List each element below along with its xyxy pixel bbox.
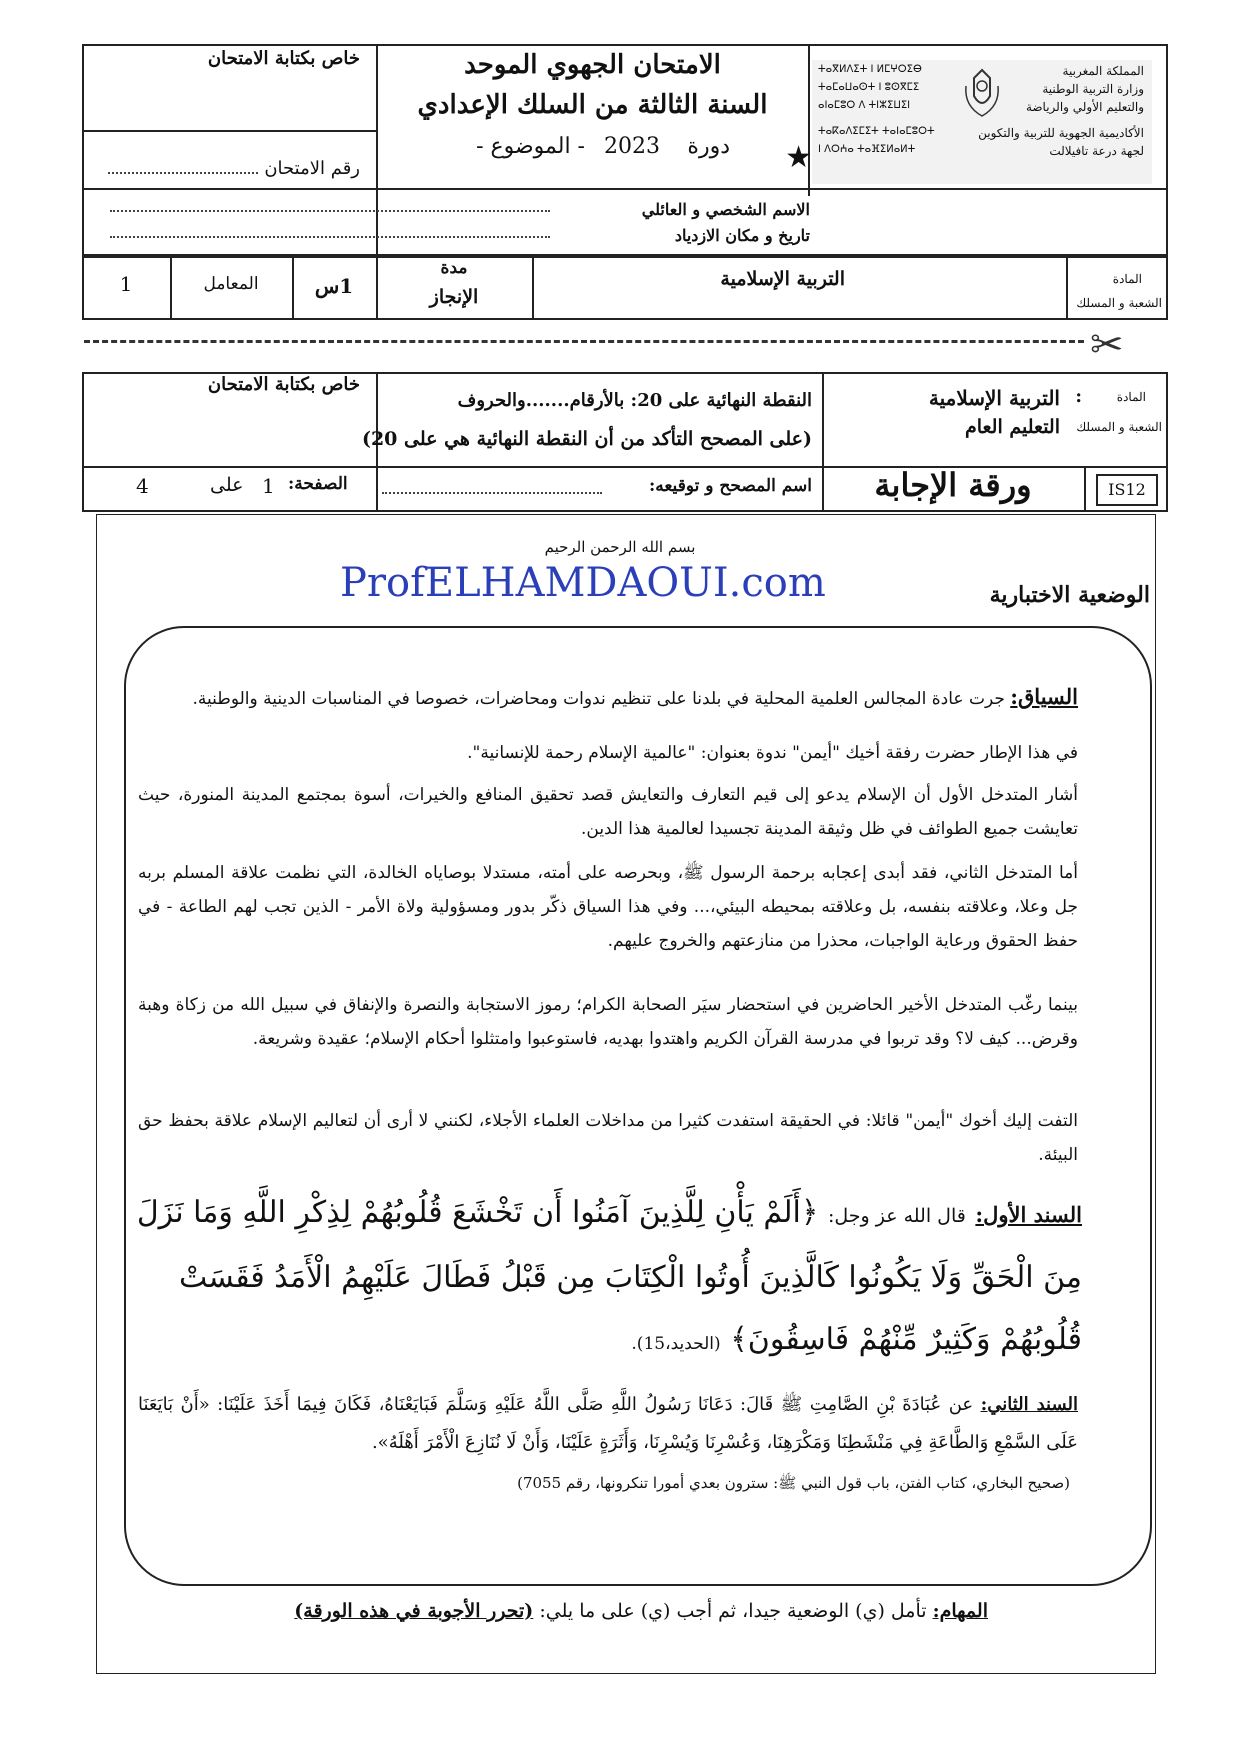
cut-line: [84, 340, 1084, 343]
doc1-block: [132, 1182, 1082, 1375]
session-year: 2023: [604, 134, 660, 159]
corrector-name-label: اسم المصحح و توقيعه:: [648, 476, 812, 496]
doc1-intro: قال الله عز وجل:: [827, 1205, 966, 1227]
coef-label: المعامل: [203, 274, 259, 294]
page-current: 1: [262, 474, 275, 498]
divider: [82, 130, 377, 132]
doc1-label: السند الأول:: [975, 1202, 1082, 1227]
logo-ar-line: وزارة التربية الوطنية: [1042, 82, 1144, 96]
session-label: دورة: [687, 134, 730, 159]
tasks-label: المهام:: [932, 1600, 988, 1622]
watermark: ProfELHAMDAOUI.com: [340, 560, 826, 606]
logo-tf-line: ⴰⵏⴰⵎⵓⵔ ⴷ ⵜⵏⵣⵉⵡⵉⵏ: [818, 100, 911, 111]
situation-title: الوضعية الاختبارية: [989, 582, 1150, 608]
answer-subject-value: التربية الإسلامية: [928, 386, 1060, 410]
corrector-note: (على المصحح التأكد من أن النقطة النهائية هي على 20): [361, 428, 812, 450]
final-grade-text: النقطة النهائية على 20: بالأرقام.......والحروف: [457, 390, 812, 411]
branch-label: الشعبة و المسلك: [1076, 296, 1162, 310]
divider: [1084, 466, 1086, 512]
name-label: الاسم الشخصي و العائلي: [641, 200, 810, 219]
logo-tf-line: ⵜⴰⴽⴰⴷⵉⵎⵉⵜ ⵜⴰⵏⴰⵎⵓⵔⵜ: [818, 126, 935, 137]
paragraph-1: في هذا الإطار حضرت رفقة أخيك "أيمن" ندوة بعنوان: "عالمية الإسلام رحمة للإنسانية".: [467, 743, 1078, 763]
emblem-icon: [960, 66, 1004, 120]
paragraph-5: التفت إليك أخوك "أيمن" قائلا: في الحقيقة استفدت كثيرا من مداخلات العلماء الأجلاء، لكنني لا أرى أن لتعاليم الإسلام علاقة بحفظ حق البيئة.: [138, 1111, 1078, 1165]
scissors-icon: ✂: [1090, 322, 1124, 368]
code: IS12: [1108, 480, 1146, 499]
answer-subject-sep: :: [1075, 386, 1082, 407]
paragraph-3: أما المتدخل الثاني، فقد أبدى إعجابه برحمة الرسول ﷺ، وبحرصه على أمته، مستدلا بوصاياه الخالدة، التي نظمت علاقة المسلم بربه جل وعلا، وعلاقته بنفسه، بل وعلاقته بمحيطه البيئي،... وفي هذا السياق ذكّر بدور ومسؤولية ولاة الأمر - الذين تجب لهم الطاعة - في حفظ الحقوق ورعاية الواجبات، محذرا من منازعتهم والخروج عليهم.: [138, 863, 1078, 951]
doc2-ref: (صحيح البخاري، كتاب الفتن، باب قول النبي ﷺ: سترون بعدي أمورا تنكرونها، رقم 7055): [517, 1474, 1070, 1492]
name-field[interactable]: [110, 210, 550, 212]
doc2-block: [138, 1386, 1078, 1462]
tasks-note: (تحرر الأجوبة في هذه الورقة): [294, 1600, 534, 1622]
basmala: بسم الله الرحمن الرحيم: [544, 538, 696, 556]
doc1-text: ﴿أَلَمْ يَأْنِ لِلَّذِينَ آمَنُوا أَن تَخْشَعَ قُلُوبُهُمْ لِذِكْرِ اللَّهِ وَمَا نَزَلَ مِنَ الْحَقِّ وَلَا يَكُونُوا كَالَّذِينَ أُوتُوا الْكِتَابَ مِن قَبْلُ فَطَالَ عَلَيْهِمُ الْأَمَدُ فَقَسَتْ قُلُوبُهُمْ وَكَثِيرٌ مِّنْهُمْ فَاسِقُونَ﴾: [136, 1195, 1082, 1357]
answer-subject-label: المادة: [1116, 390, 1146, 404]
context-text: جرت عادة المجالس العلمية المحلية في بلدنا على تنظيم ندوات ومحاضرات، خصوصا في المناسبات الدينية والوطنية.: [192, 689, 1005, 709]
exam-number-label: رقم الامتحان: [264, 158, 360, 179]
subject-value: التربية الإسلامية: [720, 268, 845, 290]
duration-label-1: مدة: [440, 258, 468, 278]
logo-tf-line: ⵜⴰⴳⵍⴷⵉⵜ ⵏ ⵍⵎⵖⵔⵉⴱ: [818, 64, 922, 75]
duration-value: 1س: [314, 274, 354, 298]
subject-label: المادة: [1112, 272, 1142, 286]
logo-ar-line: المملكة المغربية: [1062, 64, 1144, 78]
logo-ar-line: والتعليم الأولي والرياضة: [1025, 100, 1144, 114]
exam-title-line2: السنة الثالثة من السلك الإعدادي: [417, 90, 768, 120]
star-icon: ★: [785, 140, 812, 175]
reserved-label-answer: خاص بكتابة الامتحان: [207, 374, 360, 395]
birth-label: تاريخ و مكان الازدياد: [674, 226, 810, 245]
code-box: [1096, 474, 1158, 506]
divider: [822, 372, 824, 466]
doc2-label: السند الثاني:: [980, 1394, 1078, 1415]
tasks-line: [294, 1600, 988, 1622]
exam-number-field[interactable]: [108, 172, 258, 174]
context-paragraph: [138, 680, 1078, 716]
answer-branch-value: التعليم العام: [964, 416, 1060, 438]
corrector-name-field[interactable]: [382, 492, 602, 494]
paragraph-4: بينما رغّب المتدخل الأخير الحاضرين في استحضار سيَر الصحابة الكرام؛ رموز الاستجابة والنصرة والإنفاق في سبيل الله من زكاة وهبة وقرض... كيف لا؟ وقد تربوا في مدرسة القرآن الكريم واهتدوا بهديه، فاستوعبوا وامتثلوا أحكام الإسلام؛ عقيدة وشريعة.: [138, 995, 1078, 1049]
answer-branch-label: الشعبة و المسلك: [1076, 420, 1162, 434]
doc1-ref: (الحديد،15).: [631, 1334, 721, 1354]
divider: [1066, 256, 1068, 320]
logo-tf-line: ⵜⴰⵎⴰⵡⴰⵙⵜ ⵏ ⵓⵙⴳⵎⵉ: [818, 82, 920, 93]
ministry-logo: [812, 60, 1152, 184]
doc2-text: عن عُبَادَةَ بْنِ الصَّامِتِ ﷺ قَالَ: دَعَانَا رَسُولُ اللَّهِ صَلَّى اللَّهُ عَلَيْهِ وَسَلَّمَ فَبَايَعْنَاهُ، فَكَانَ فِيمَا أَخَذَ عَلَيْنَا: «أَنْ بَايَعَنَا عَلَى السَّمْعِ وَالطَّاعَةِ فِي مَنْشَطِنَا وَمَكْرَهِنَا، وَعُسْرِنَا وَيُسْرِنَا، وَأَثَرَةٍ عَلَيْنَا، وَأَنْ لَا نُنَازِعَ الْأَمْرَ أَهْلَهُ».: [138, 1394, 1078, 1453]
page-total: 4: [136, 474, 149, 498]
logo-ar-line: الأكاديمية الجهوية للتربية والتكوين: [978, 126, 1144, 140]
duration-label-2: الإنجاز: [429, 286, 479, 308]
divider: [532, 256, 534, 320]
context-label: السياق:: [1010, 684, 1078, 709]
subject-tag: - الموضوع -: [476, 134, 585, 159]
reserved-label: خاص بكتابة الامتحان: [207, 48, 360, 69]
birth-field[interactable]: [110, 236, 550, 238]
page-of: على: [210, 474, 244, 496]
coef-value: 1: [119, 272, 133, 296]
logo-ar-line: لجهة درعة تافيلالت: [1049, 144, 1144, 158]
exam-title-line1: الامتحان الجهوي الموحد: [464, 50, 721, 80]
tasks-text: تأمل (ي) الوضعية جيدا، ثم أجب (ي) على ما يلي:: [539, 1600, 927, 1622]
answer-sheet-title: ورقة الإجابة: [874, 466, 1032, 504]
paragraph-2: أشار المتدخل الأول أن الإسلام يدعو إلى قيم التعارف والتعايش قصد تحقيق المنافع والخيرات، أسوة بمجتمع المدينة المنورة، حيث تعايشت جميع الطوائف في ظل وثيقة المدينة تجسيدا لعالمية هذا الدين.: [138, 785, 1078, 839]
divider: [82, 188, 1168, 190]
page-label: الصفحة:: [288, 474, 348, 494]
logo-tf-line: ⵏ ⴷⵔⵄⴰ ⵜⴰⴼⵉⵍⴰⵍⵜ: [818, 144, 916, 155]
